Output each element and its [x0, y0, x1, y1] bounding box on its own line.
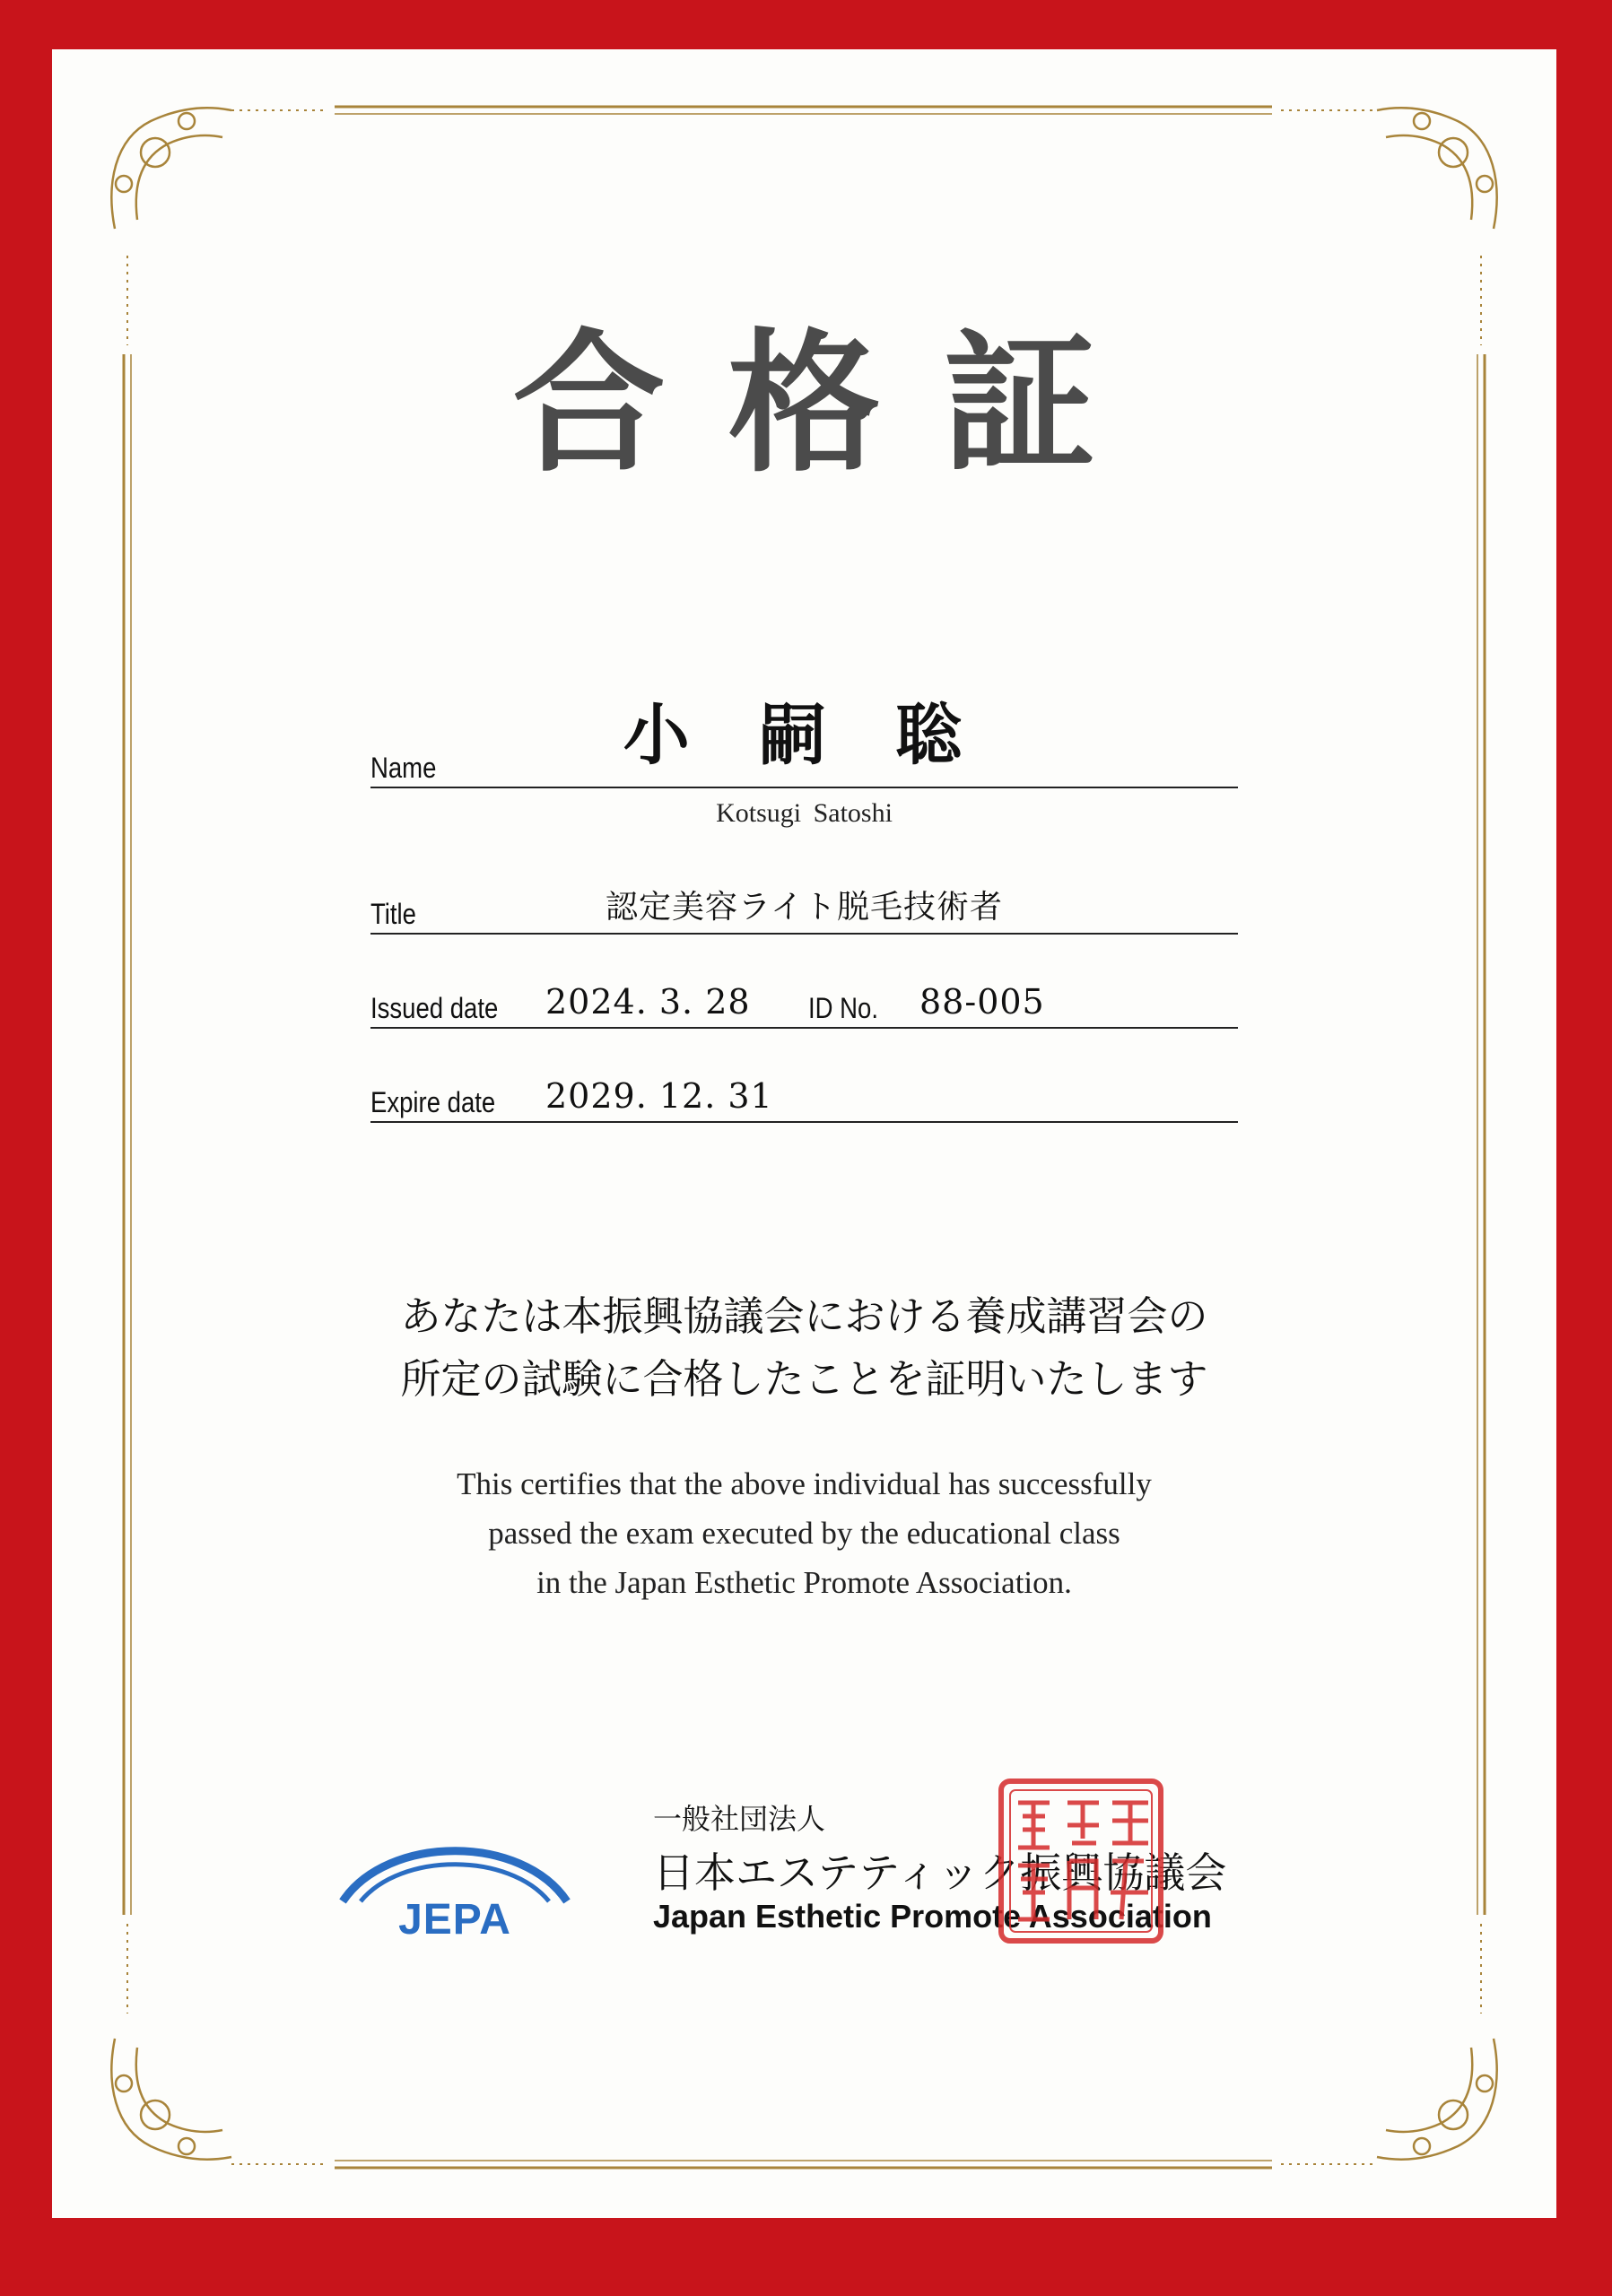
en-statement-line-2: passed the exam executed by the educational class: [488, 1516, 1120, 1551]
title-value: 認定美容ライト脱毛技術者: [606, 889, 1003, 926]
name-label: Name: [370, 752, 437, 784]
org-name-jp: 日本エステティック振興協議会: [653, 1848, 1227, 1897]
expire-date-label: Expire date: [370, 1086, 496, 1118]
id-number-value: 88-005: [919, 982, 1045, 1022]
expire-date-value: 2029. 12. 31: [545, 1076, 773, 1116]
jp-statement-line-1: あなたは本振興協議会における養成講習会の: [400, 1292, 1208, 1340]
jepa-arc-icon: [334, 1825, 576, 1906]
en-statement-line-3: in the Japan Esthetic Promote Association.: [536, 1565, 1072, 1600]
en-statement-line-1: This certifies that the above individual has successfully: [457, 1466, 1152, 1501]
org-name-en: Japan Esthetic Promote Association: [653, 1898, 1212, 1935]
title-label: Title: [370, 898, 416, 930]
expire-field: [370, 1067, 1238, 1123]
jp-statement-line-2: 所定の試験に合格したことを証明いたします: [400, 1355, 1208, 1403]
name-value: 小 嗣 聡: [623, 697, 986, 774]
issued-date-value: 2024. 3. 28: [545, 982, 751, 1022]
title-field: [370, 879, 1238, 935]
jepa-logo-text: JEPA: [398, 1896, 511, 1944]
issued-field: [370, 973, 1238, 1029]
issued-date-label: Issued date: [370, 992, 499, 1024]
name-romaji: Kotsugi Satoshi: [716, 798, 893, 828]
id-number-label: ID No.: [808, 992, 878, 1024]
name-field: [370, 697, 1238, 788]
red-seal-stamp: [996, 1776, 1166, 1946]
certificate-paper: [52, 49, 1556, 2218]
certificate-title: 合格証: [512, 314, 1159, 493]
org-type-prefix: 一般社団法人: [653, 1802, 826, 1836]
jepa-logo: [334, 1825, 576, 1960]
